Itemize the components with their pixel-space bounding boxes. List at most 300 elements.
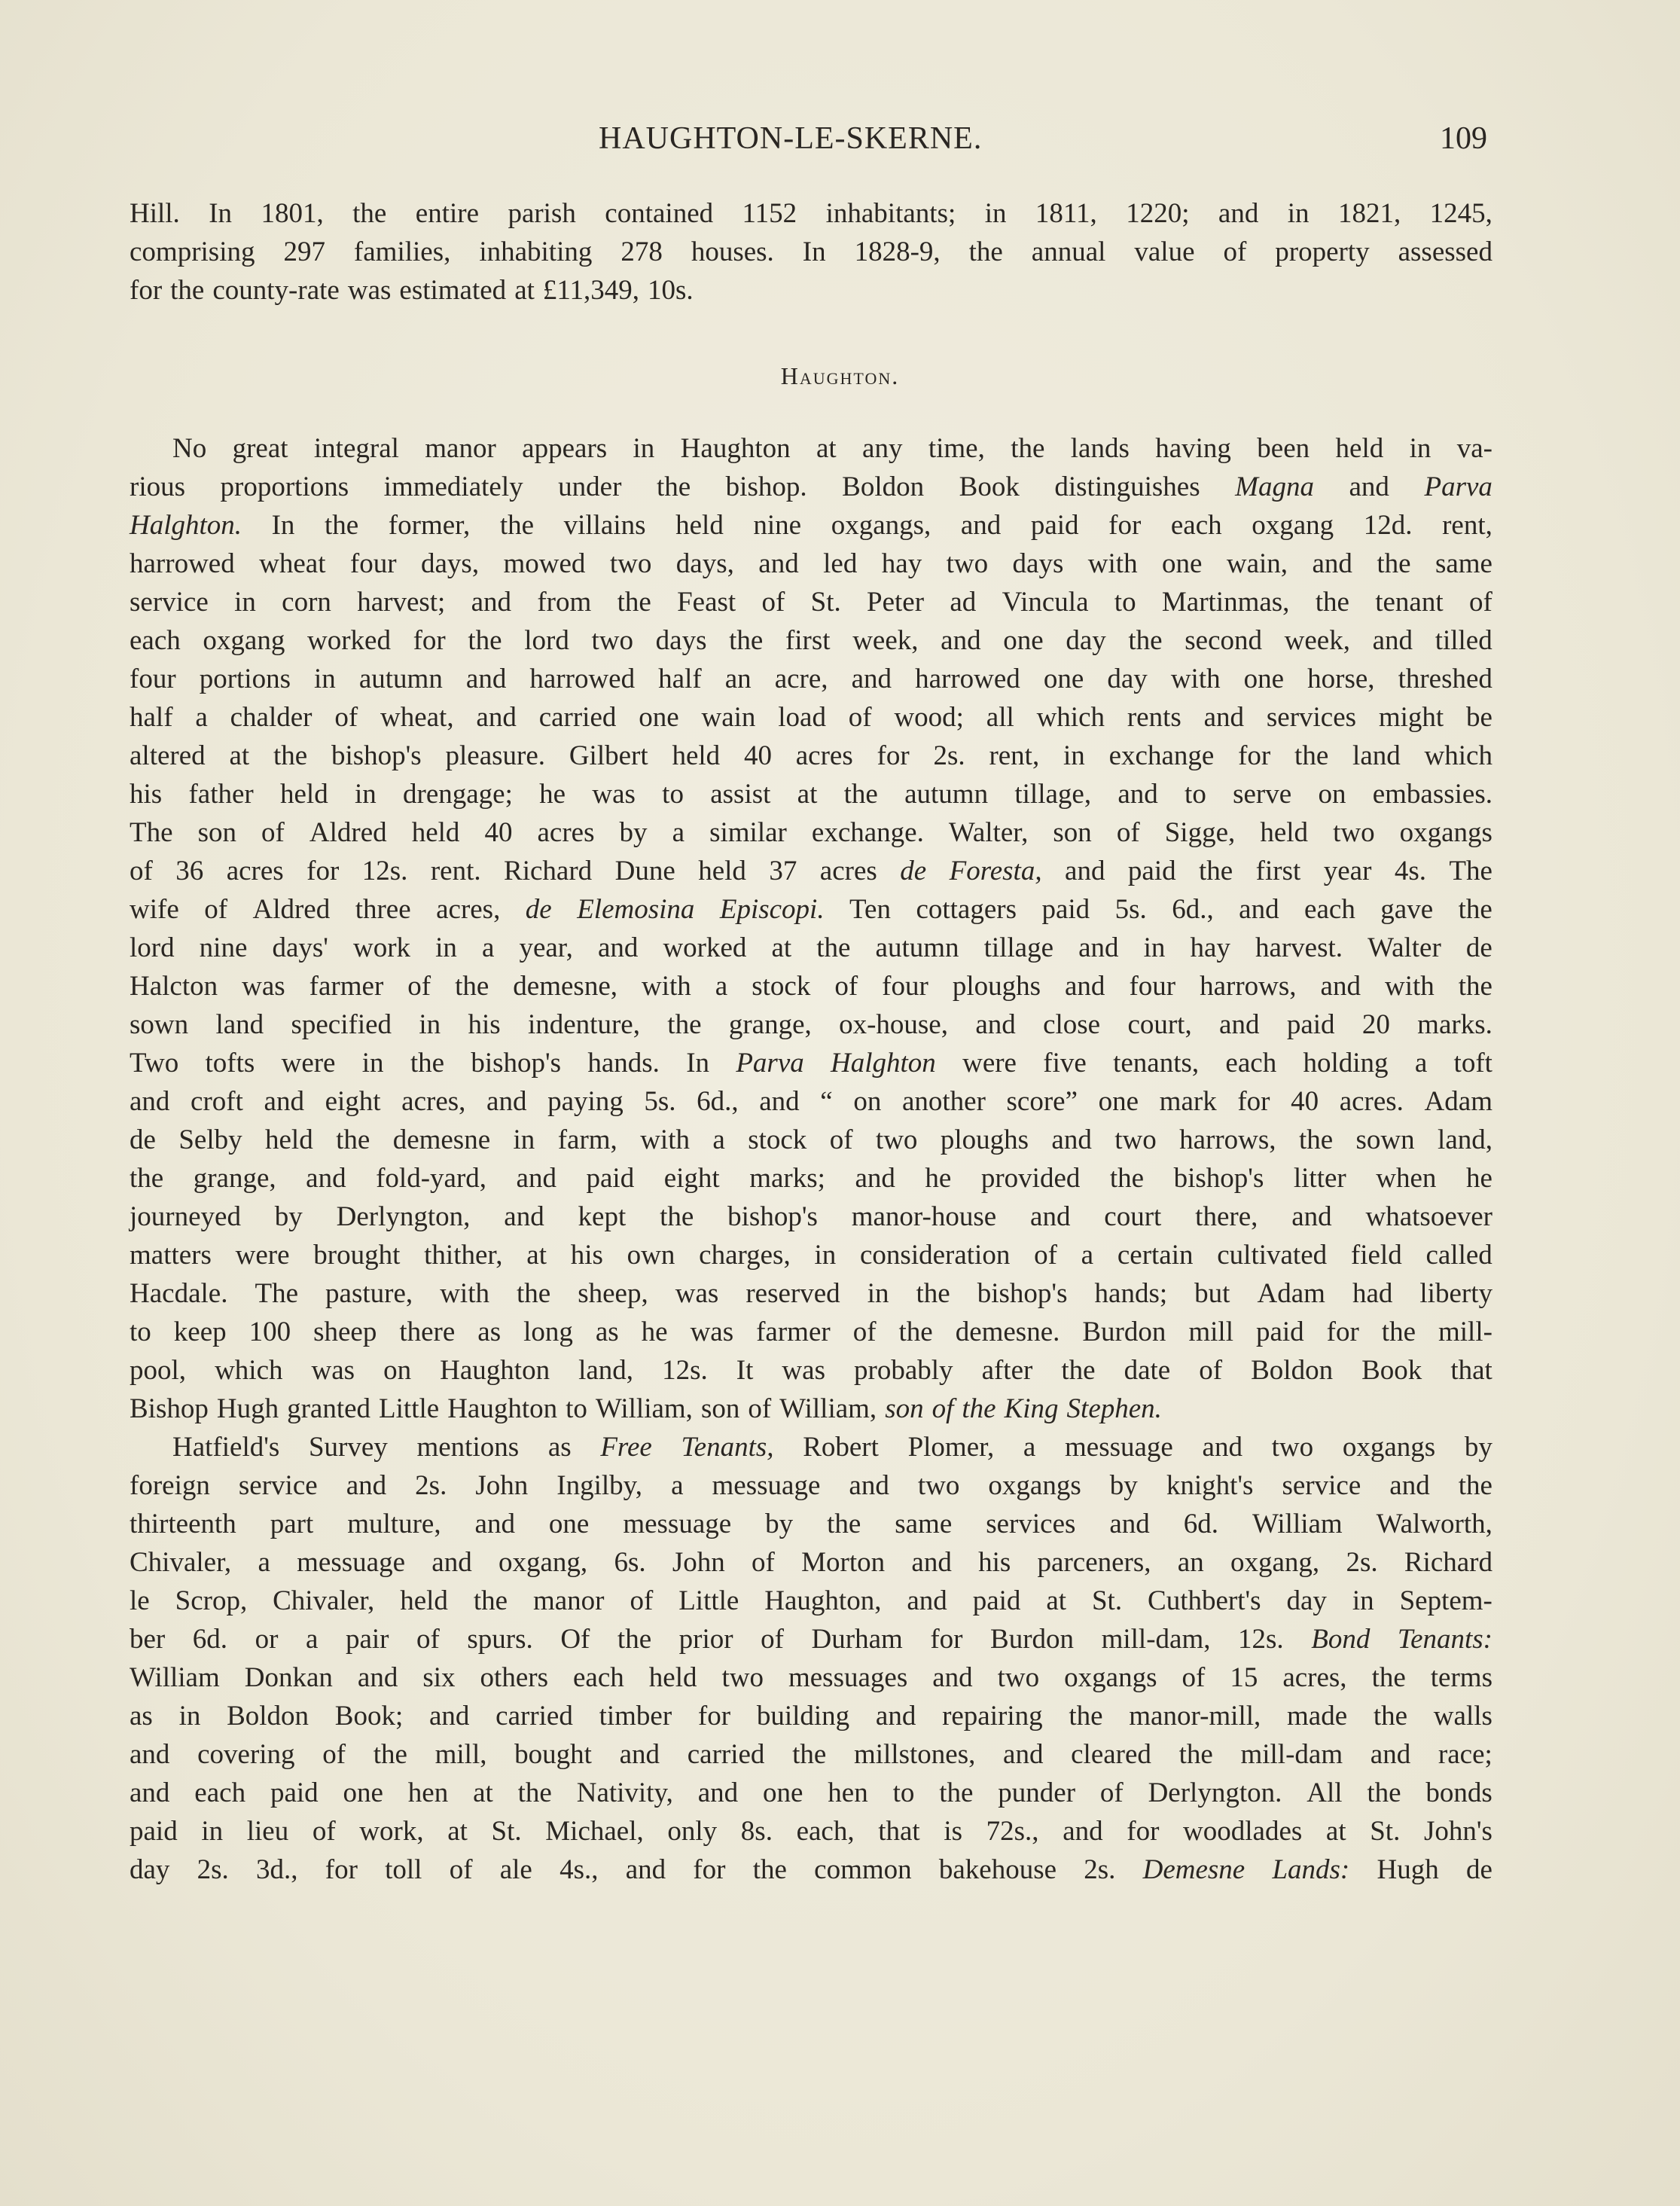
word: the: [468, 625, 502, 656]
word: and: [264, 1086, 304, 1117]
word: le: [130, 1585, 150, 1616]
word: 278: [620, 236, 663, 267]
word: holding: [1303, 1048, 1389, 1079]
word: farmer: [309, 971, 384, 1002]
word: toll: [385, 1854, 422, 1885]
text-line: [130, 194, 1492, 233]
word: in: [201, 1816, 224, 1847]
italic-word: Parva: [736, 1048, 804, 1079]
word: and: [625, 1854, 666, 1885]
word: one: [1243, 664, 1285, 694]
word: held: [400, 1585, 448, 1616]
word: and: [1239, 894, 1279, 925]
word: 12d.: [1363, 510, 1413, 541]
word: half: [658, 664, 702, 694]
word: Dune: [614, 856, 675, 886]
word: 8s.: [740, 1816, 773, 1847]
italic-word: Bond: [1311, 1624, 1371, 1655]
word: held: [1260, 817, 1309, 848]
word: four: [130, 664, 176, 694]
word: manor: [425, 433, 496, 464]
word: of: [322, 1739, 346, 1770]
word: in: [1352, 1585, 1374, 1616]
word: were: [962, 1048, 1017, 1079]
word: as: [595, 1317, 619, 1347]
word: 15: [1230, 1662, 1258, 1693]
word: of: [1468, 587, 1492, 618]
word: others: [480, 1662, 548, 1693]
text-line: [130, 1082, 1492, 1121]
word: de: [1465, 932, 1492, 963]
word: and: [758, 548, 799, 579]
word: St.: [491, 1816, 522, 1847]
word: to: [662, 779, 684, 810]
text-line: [130, 583, 1492, 621]
word: with: [640, 1124, 690, 1155]
word: Adam: [1257, 1278, 1325, 1309]
body-text: [130, 429, 1492, 1889]
word: load: [778, 702, 826, 733]
word: hen: [828, 1777, 868, 1808]
italic-word: of: [931, 1393, 954, 1424]
word: two: [609, 548, 652, 579]
word: and: [851, 664, 892, 694]
word: 6s.: [614, 1547, 646, 1578]
running-head: HAUGHTON-LE-SKERNE.: [599, 121, 983, 156]
word: and: [1202, 1432, 1242, 1463]
word: which: [1036, 702, 1105, 733]
word: six: [422, 1662, 456, 1693]
word: exchange.: [811, 817, 924, 848]
word: wain: [701, 702, 756, 733]
word: and: [357, 1662, 398, 1693]
word: acres: [537, 817, 595, 848]
word: acres,: [1282, 1662, 1347, 1693]
word: distinguishes: [1054, 471, 1200, 502]
word: messuages: [788, 1662, 908, 1693]
text-line: [130, 233, 1492, 271]
word: croft: [191, 1086, 243, 1117]
word: Peter: [867, 587, 925, 618]
word: St.: [1091, 1585, 1123, 1616]
word: 2s.: [933, 740, 965, 771]
word: a: [715, 971, 728, 1002]
word: hands;: [1094, 1278, 1168, 1309]
text-line: [130, 1582, 1492, 1620]
word: inhabiting: [479, 236, 593, 267]
word: the: [325, 510, 359, 541]
word: annual: [1031, 236, 1106, 267]
word: with: [1384, 971, 1435, 1002]
word: and: [941, 625, 981, 656]
word: 12s.: [662, 1355, 708, 1386]
word: bishop's: [331, 740, 422, 771]
word: 10s.: [648, 275, 694, 306]
word: wheat,: [380, 702, 454, 733]
word: Robert: [803, 1432, 879, 1463]
word: the: [1381, 1317, 1416, 1347]
italic-word: Episcopi.: [719, 894, 825, 925]
word: Nativity,: [576, 1777, 673, 1808]
word: part: [270, 1509, 314, 1539]
word: at: [1046, 1585, 1067, 1616]
word: toft: [1453, 1048, 1492, 1079]
word: an: [1177, 1547, 1204, 1578]
word: tenants,: [1113, 1048, 1200, 1079]
word: Walter,: [948, 817, 1029, 848]
text-line: [130, 621, 1492, 660]
word: Derlyngton,: [336, 1201, 471, 1232]
word: Halcton: [130, 971, 218, 1002]
word: a: [195, 702, 208, 733]
word: race;: [1438, 1739, 1492, 1770]
word: only: [667, 1816, 718, 1847]
italic-word: Elemosina: [577, 894, 695, 925]
word: time,: [928, 433, 985, 464]
word: days,: [675, 548, 734, 579]
word: work: [353, 932, 411, 963]
word: in: [419, 1009, 441, 1040]
word: bonds: [1425, 1777, 1492, 1808]
word: for: [1238, 740, 1271, 771]
word: by: [274, 1201, 303, 1232]
word: millstones,: [853, 1739, 976, 1770]
word: 297: [283, 236, 325, 267]
word: father: [188, 779, 254, 810]
word: and: [697, 1777, 739, 1808]
word: Adam: [1424, 1086, 1492, 1117]
word: or: [255, 1624, 279, 1655]
word: wife: [130, 894, 179, 925]
word: the: [1061, 1355, 1096, 1386]
word: in: [234, 587, 256, 618]
word: was: [675, 1278, 719, 1309]
word: in: [178, 1701, 201, 1732]
word: lands: [1070, 433, 1130, 464]
text-line: [130, 545, 1492, 583]
word: foreign: [130, 1470, 210, 1501]
word: Walter: [1367, 932, 1441, 963]
word: certain: [1117, 1240, 1194, 1271]
word: entire: [415, 198, 480, 229]
word: work,: [359, 1816, 424, 1847]
paragraph-manor: [130, 429, 1492, 1428]
word: mill-: [1438, 1317, 1492, 1347]
word: the: [1069, 1701, 1103, 1732]
word: at: [771, 932, 792, 963]
word: two: [1333, 817, 1375, 848]
word: William: [130, 1662, 220, 1693]
word: Burdon: [1082, 1317, 1166, 1347]
word: another: [901, 1086, 986, 1117]
word: 4s.: [1394, 856, 1426, 886]
word: houses.: [691, 236, 774, 267]
word: granted: [287, 1393, 371, 1424]
word: 1811,: [1035, 198, 1097, 229]
word: The: [1449, 856, 1492, 886]
word: reserved: [745, 1278, 840, 1309]
word: year: [1323, 856, 1372, 886]
word: provided: [980, 1163, 1081, 1194]
word: the: [617, 1624, 652, 1655]
word: son: [700, 1393, 740, 1424]
word: bakehouse: [938, 1854, 1057, 1885]
word: lord: [524, 625, 569, 656]
word: in: [633, 433, 655, 464]
word: 40: [484, 817, 513, 848]
word: on: [853, 1086, 882, 1117]
word: had: [1352, 1278, 1393, 1309]
word: having: [1155, 433, 1231, 464]
word: proportions: [220, 471, 349, 502]
word: a: [712, 1124, 725, 1155]
word: and: [875, 1701, 916, 1732]
word: for: [130, 275, 163, 306]
word: the: [1315, 587, 1349, 618]
word: one: [639, 702, 679, 733]
word: wood;: [894, 702, 964, 733]
word: the: [660, 1201, 694, 1232]
word: and: [855, 1163, 895, 1194]
word: held: [411, 817, 460, 848]
word: day: [1066, 625, 1106, 656]
word: service: [1282, 1470, 1361, 1501]
word: the: [336, 1124, 370, 1155]
word: for: [877, 740, 910, 771]
word: Haughton: [440, 1355, 550, 1386]
word: Chivaler,: [273, 1585, 375, 1616]
word: Ten: [849, 894, 891, 925]
word: four: [349, 548, 397, 579]
word: mark: [1159, 1086, 1217, 1117]
word: two: [917, 1470, 960, 1501]
word: pleasure.: [445, 740, 546, 771]
word: wheat: [259, 548, 326, 579]
word: his: [570, 1240, 603, 1271]
word: Donkan: [244, 1662, 333, 1693]
word: Burdon: [990, 1624, 1075, 1655]
word: messuage: [1065, 1432, 1173, 1463]
word: at: [797, 779, 818, 810]
word: and: [849, 1470, 889, 1501]
word: lord: [130, 932, 175, 963]
word: a: [258, 1547, 270, 1578]
word: punder: [998, 1777, 1076, 1808]
word: but: [1194, 1278, 1230, 1309]
word: £11,349,: [542, 275, 640, 306]
word: harrows,: [1179, 1124, 1276, 1155]
word: and: [759, 1086, 800, 1117]
word: messuage: [712, 1470, 821, 1501]
word: of: [1116, 817, 1140, 848]
word: the: [1458, 1470, 1492, 1501]
word: the: [1458, 971, 1492, 1002]
word: after: [981, 1355, 1033, 1386]
word: and: [1030, 1201, 1071, 1232]
word: two: [1271, 1432, 1314, 1463]
word: indenture,: [527, 1009, 640, 1040]
word: John's: [1423, 1816, 1492, 1847]
word: and: [1389, 1470, 1430, 1501]
word: service: [238, 1470, 318, 1501]
text-line: [130, 1697, 1492, 1735]
word: threshed: [1398, 664, 1492, 694]
word: of: [761, 1624, 784, 1655]
word: thither,: [424, 1240, 503, 1271]
word: integral: [313, 433, 399, 464]
word: of: [852, 1317, 877, 1347]
word: covering: [197, 1739, 295, 1770]
word: kept: [578, 1201, 627, 1232]
text-line: [130, 1005, 1492, 1044]
word: was: [347, 275, 392, 306]
word: Cuthbert's: [1148, 1585, 1261, 1616]
word: de: [130, 1124, 156, 1155]
word: led: [823, 548, 858, 579]
word: the: [968, 236, 1003, 267]
word: St.: [1370, 1816, 1401, 1847]
text-line: [130, 1812, 1492, 1851]
word: by: [619, 817, 648, 848]
word: 40: [1291, 1086, 1319, 1117]
word: Haughton: [680, 433, 791, 464]
word: five: [1043, 1048, 1087, 1079]
word: the: [373, 1739, 407, 1770]
word: manor-house: [851, 1201, 997, 1232]
word: 2s.: [197, 1854, 229, 1885]
italic-word: son: [885, 1393, 924, 1424]
word: Derlyngton.: [1148, 1777, 1282, 1808]
word: parish: [508, 198, 576, 229]
text-line: [130, 852, 1492, 890]
paragraph-continuation: [130, 194, 1492, 310]
word: day: [1107, 664, 1148, 694]
word: the: [1373, 1701, 1408, 1732]
word: carried: [495, 1701, 573, 1732]
word: the: [1199, 856, 1233, 886]
word: Scrop,: [175, 1585, 248, 1616]
word: services: [1266, 702, 1357, 733]
word: year,: [519, 932, 573, 963]
text-line: [130, 1044, 1492, 1082]
word: hen: [407, 1777, 449, 1808]
word: and: [911, 1547, 952, 1578]
word: a: [1414, 1048, 1428, 1079]
word: “: [820, 1086, 833, 1117]
word: and: [932, 1662, 973, 1693]
word: Hill.: [130, 198, 180, 229]
word: of: [829, 1124, 853, 1155]
word: 1828-9,: [854, 236, 941, 267]
word: paid: [1041, 894, 1090, 925]
word: called: [1425, 1240, 1492, 1271]
word: might: [1378, 702, 1444, 733]
word: for: [1108, 510, 1142, 541]
word: exchange: [1108, 740, 1215, 771]
word: and: [1349, 471, 1389, 502]
word: demesne,: [513, 971, 617, 1002]
word: in: [513, 1124, 535, 1155]
word: a: [671, 1470, 684, 1501]
word: Survey: [308, 1432, 388, 1463]
word: stock: [752, 971, 811, 1002]
word: charges,: [699, 1240, 791, 1271]
word: horse,: [1307, 664, 1375, 694]
word: paid: [1030, 510, 1079, 541]
word: Michael,: [545, 1816, 644, 1847]
word: own: [627, 1240, 675, 1271]
word: any: [862, 433, 903, 464]
word: two: [591, 625, 633, 656]
word: in: [867, 1278, 889, 1309]
word: 20: [1361, 1009, 1390, 1040]
word: 2s.: [415, 1470, 447, 1501]
word: one: [1162, 548, 1203, 579]
word: for: [1127, 1816, 1160, 1847]
word: same: [895, 1509, 953, 1539]
word: as: [477, 1317, 502, 1347]
word: score”: [1006, 1086, 1078, 1117]
word: held: [280, 779, 328, 810]
word: and: [1219, 1009, 1260, 1040]
word: and: [1218, 198, 1259, 229]
word: the: [1178, 1739, 1213, 1770]
word: and: [306, 1163, 346, 1194]
word: worked: [307, 625, 391, 656]
word: is: [944, 1816, 963, 1847]
word: altered: [130, 740, 206, 771]
word: the: [1128, 625, 1163, 656]
word: demesne.: [955, 1317, 1060, 1347]
word: parceners,: [1037, 1547, 1151, 1578]
word: harrowed: [915, 664, 1020, 694]
word: and: [486, 1086, 527, 1117]
word: eight: [663, 1163, 720, 1194]
word: pair: [345, 1624, 389, 1655]
word: and: [1370, 1739, 1411, 1770]
word: and: [471, 587, 512, 618]
word: inhabitants;: [825, 198, 956, 229]
word: tillage: [983, 932, 1054, 963]
word: were: [281, 1048, 336, 1079]
word: and: [1003, 1739, 1044, 1770]
word: week,: [852, 625, 919, 656]
word: each: [1304, 894, 1355, 925]
word: for: [697, 1701, 731, 1732]
word: the: [898, 1317, 933, 1347]
word: was: [690, 1317, 734, 1347]
word: spurs.: [467, 1624, 533, 1655]
word: services: [986, 1509, 1076, 1539]
word: paid: [130, 1816, 178, 1847]
word: held: [265, 1124, 313, 1155]
word: date: [1124, 1355, 1171, 1386]
word: the: [517, 1777, 552, 1808]
word: Plomer,: [907, 1432, 995, 1463]
word: and: [431, 1547, 472, 1578]
word: Little: [379, 1393, 440, 1424]
text-line: [130, 1466, 1492, 1505]
word: Haughton: [447, 1393, 558, 1424]
word: of: [334, 702, 358, 733]
word: the: [1371, 1662, 1406, 1693]
word: in: [1287, 198, 1310, 229]
word: an: [724, 664, 752, 694]
word: there: [399, 1317, 456, 1347]
word: one: [548, 1509, 590, 1539]
word: at: [229, 740, 250, 771]
text-line: [130, 1159, 1492, 1198]
